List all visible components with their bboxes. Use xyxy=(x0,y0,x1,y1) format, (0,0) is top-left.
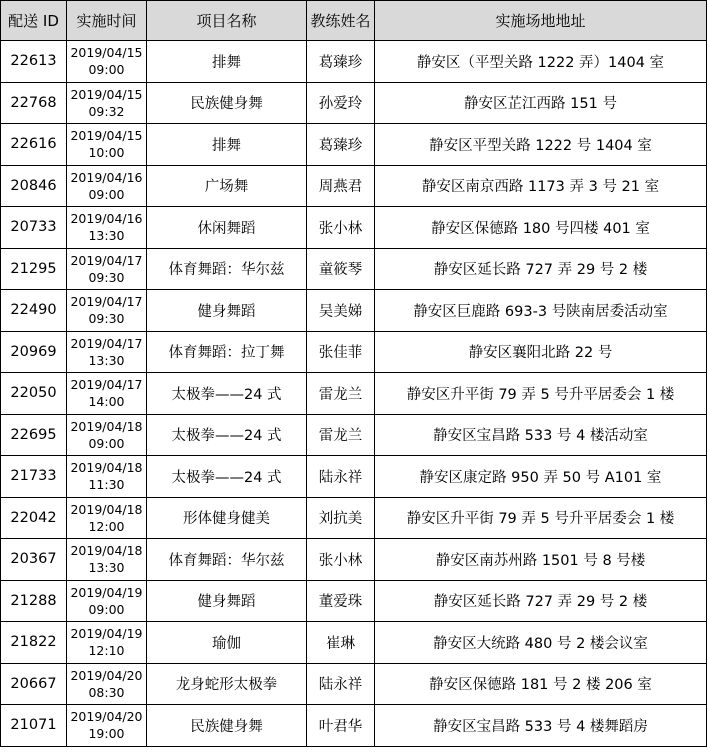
cell-coach: 崔琳 xyxy=(307,622,375,664)
cell-project: 健身舞蹈 xyxy=(147,580,307,622)
cell-id: 21295 xyxy=(1,248,67,290)
cell-address: 静安区升平街 79 弄 5 号升平居委会 1 楼 xyxy=(375,373,707,415)
cell-address: 静安区襄阳北路 22 号 xyxy=(375,331,707,373)
cell-project: 排舞 xyxy=(147,124,307,166)
cell-time xyxy=(67,165,147,207)
cell-address: 静安区宝昌路 533 号 4 楼活动室 xyxy=(375,414,707,456)
cell-coach: 吴美娣 xyxy=(307,290,375,332)
cell-address: 静安区平型关路 1222 号 1404 室 xyxy=(375,124,707,166)
cell-id: 22490 xyxy=(1,290,67,332)
table-row xyxy=(1,248,707,290)
cell-coach: 张小林 xyxy=(307,207,375,249)
cell-project: 排舞 xyxy=(147,41,307,83)
cell-id: 22695 xyxy=(1,414,67,456)
cell-clock-time: 08:30 xyxy=(88,684,125,700)
cell-project: 形体健身健美 xyxy=(147,497,307,539)
cell-time xyxy=(67,331,147,373)
cell-project: 休闲舞蹈 xyxy=(147,207,307,249)
cell-date: 2019/04/18 xyxy=(70,501,143,517)
cell-project: 瑜伽 xyxy=(147,622,307,664)
cell-time xyxy=(67,124,147,166)
cell-address: 静安区康定路 950 弄 50 号 A101 室 xyxy=(375,456,707,498)
cell-coach: 雷龙兰 xyxy=(307,373,375,415)
cell-date: 2019/04/17 xyxy=(70,252,143,268)
cell-time xyxy=(67,663,147,705)
cell-time xyxy=(67,248,147,290)
cell-id: 20969 xyxy=(1,331,67,373)
cell-id: 21733 xyxy=(1,456,67,498)
cell-time xyxy=(67,207,147,249)
cell-project: 太极拳——24 式 xyxy=(147,373,307,415)
cell-project: 健身舞蹈 xyxy=(147,290,307,332)
cell-id: 21071 xyxy=(1,705,67,747)
cell-date: 2019/04/17 xyxy=(70,294,143,310)
cell-time xyxy=(67,41,147,83)
cell-clock-time: 12:00 xyxy=(88,518,125,534)
cell-project: 体育舞蹈：华尔兹 xyxy=(147,539,307,581)
table-row xyxy=(1,414,707,456)
cell-address: 静安区保德路 180 号四楼 401 室 xyxy=(375,207,707,249)
cell-id: 20846 xyxy=(1,165,67,207)
cell-date: 2019/04/18 xyxy=(70,543,143,559)
cell-coach: 周燕君 xyxy=(307,165,375,207)
cell-id: 22042 xyxy=(1,497,67,539)
cell-clock-time: 13:30 xyxy=(88,228,125,244)
cell-address: 静安区大统路 480 号 2 楼会议室 xyxy=(375,622,707,664)
cell-coach: 葛臻珍 xyxy=(307,41,375,83)
cell-id: 22050 xyxy=(1,373,67,415)
cell-date: 2019/04/17 xyxy=(70,377,143,393)
cell-date: 2019/04/17 xyxy=(70,335,143,351)
cell-project: 广场舞 xyxy=(147,165,307,207)
header-id: 配送 ID xyxy=(1,1,67,41)
cell-address: 静安区保德路 181 号 2 楼 206 室 xyxy=(375,663,707,705)
cell-clock-time: 13:30 xyxy=(88,560,125,576)
cell-date: 2019/04/15 xyxy=(70,128,143,144)
cell-time xyxy=(67,373,147,415)
cell-coach: 孙爱玲 xyxy=(307,82,375,124)
cell-id: 20733 xyxy=(1,207,67,249)
cell-address: 静安区芷江西路 151 号 xyxy=(375,82,707,124)
header-project: 项目名称 xyxy=(147,1,307,41)
cell-address: 静安区南苏州路 1501 号 8 号楼 xyxy=(375,539,707,581)
table-row xyxy=(1,497,707,539)
cell-clock-time: 09:00 xyxy=(88,62,125,78)
cell-clock-time: 13:30 xyxy=(88,352,125,368)
cell-coach: 陆永祥 xyxy=(307,456,375,498)
table-row xyxy=(1,207,707,249)
cell-time xyxy=(67,456,147,498)
table-body xyxy=(1,41,707,747)
cell-clock-time: 19:00 xyxy=(88,726,125,742)
table-row xyxy=(1,539,707,581)
cell-id: 20667 xyxy=(1,663,67,705)
cell-time xyxy=(67,290,147,332)
cell-id: 22613 xyxy=(1,41,67,83)
cell-project: 民族健身舞 xyxy=(147,82,307,124)
cell-clock-time: 09:30 xyxy=(88,269,125,285)
cell-date: 2019/04/15 xyxy=(70,45,143,61)
header-address: 实施场地地址 xyxy=(375,1,707,41)
cell-date: 2019/04/16 xyxy=(70,169,143,185)
cell-clock-time: 11:30 xyxy=(88,477,125,493)
cell-date: 2019/04/16 xyxy=(70,211,143,227)
cell-clock-time: 09:30 xyxy=(88,311,125,327)
cell-time xyxy=(67,580,147,622)
cell-date: 2019/04/19 xyxy=(70,626,143,642)
table-row xyxy=(1,580,707,622)
cell-id: 21822 xyxy=(1,622,67,664)
table-row xyxy=(1,373,707,415)
table-row xyxy=(1,41,707,83)
cell-date: 2019/04/20 xyxy=(70,667,143,683)
cell-address: 静安区南京西路 1173 弄 3 号 21 室 xyxy=(375,165,707,207)
cell-clock-time: 09:00 xyxy=(88,601,125,617)
table-row xyxy=(1,456,707,498)
cell-id: 22616 xyxy=(1,124,67,166)
cell-id: 22768 xyxy=(1,82,67,124)
cell-date: 2019/04/19 xyxy=(70,584,143,600)
cell-coach: 张小林 xyxy=(307,539,375,581)
cell-time xyxy=(67,82,147,124)
cell-time xyxy=(67,622,147,664)
cell-address: 静安区（平型关路 1222 弄）1404 室 xyxy=(375,41,707,83)
cell-project: 体育舞蹈：拉丁舞 xyxy=(147,331,307,373)
cell-address: 静安区升平街 79 弄 5 号升平居委会 1 楼 xyxy=(375,497,707,539)
cell-project: 太极拳——24 式 xyxy=(147,414,307,456)
cell-coach: 葛臻珍 xyxy=(307,124,375,166)
header-coach: 教练姓名 xyxy=(307,1,375,41)
table-row xyxy=(1,82,707,124)
cell-clock-time: 12:10 xyxy=(88,643,125,659)
cell-time xyxy=(67,539,147,581)
cell-coach: 董爱珠 xyxy=(307,580,375,622)
cell-time xyxy=(67,497,147,539)
cell-id: 20367 xyxy=(1,539,67,581)
header-time: 实施时间 xyxy=(67,1,147,41)
table-row xyxy=(1,290,707,332)
cell-coach: 雷龙兰 xyxy=(307,414,375,456)
cell-coach: 刘抗美 xyxy=(307,497,375,539)
cell-date: 2019/04/18 xyxy=(70,460,143,476)
cell-coach: 张佳菲 xyxy=(307,331,375,373)
cell-date: 2019/04/18 xyxy=(70,418,143,434)
cell-clock-time: 09:00 xyxy=(88,186,125,202)
cell-address: 静安区延长路 727 弄 29 号 2 楼 xyxy=(375,580,707,622)
cell-time xyxy=(67,414,147,456)
cell-id: 21288 xyxy=(1,580,67,622)
cell-time xyxy=(67,705,147,747)
table-row xyxy=(1,124,707,166)
cell-date: 2019/04/20 xyxy=(70,709,143,725)
cell-coach: 叶君华 xyxy=(307,705,375,747)
table-row xyxy=(1,622,707,664)
cell-project: 龙身蛇形太极拳 xyxy=(147,663,307,705)
cell-clock-time: 09:32 xyxy=(88,103,125,119)
cell-address: 静安区宝昌路 533 号 4 楼舞蹈房 xyxy=(375,705,707,747)
cell-project: 民族健身舞 xyxy=(147,705,307,747)
cell-coach: 陆永祥 xyxy=(307,663,375,705)
cell-project: 太极拳——24 式 xyxy=(147,456,307,498)
cell-coach: 童筱琴 xyxy=(307,248,375,290)
table-row xyxy=(1,705,707,747)
cell-clock-time: 10:00 xyxy=(88,145,125,161)
cell-clock-time: 14:00 xyxy=(88,394,125,410)
cell-clock-time: 09:00 xyxy=(88,435,125,451)
table-row xyxy=(1,165,707,207)
cell-address: 静安区延长路 727 弄 29 号 2 楼 xyxy=(375,248,707,290)
header-row xyxy=(1,1,707,41)
cell-address: 静安区巨鹿路 693-3 号陕南居委活动室 xyxy=(375,290,707,332)
table-row xyxy=(1,331,707,373)
table-row xyxy=(1,663,707,705)
cell-project: 体育舞蹈：华尔兹 xyxy=(147,248,307,290)
cell-date: 2019/04/15 xyxy=(70,86,143,102)
